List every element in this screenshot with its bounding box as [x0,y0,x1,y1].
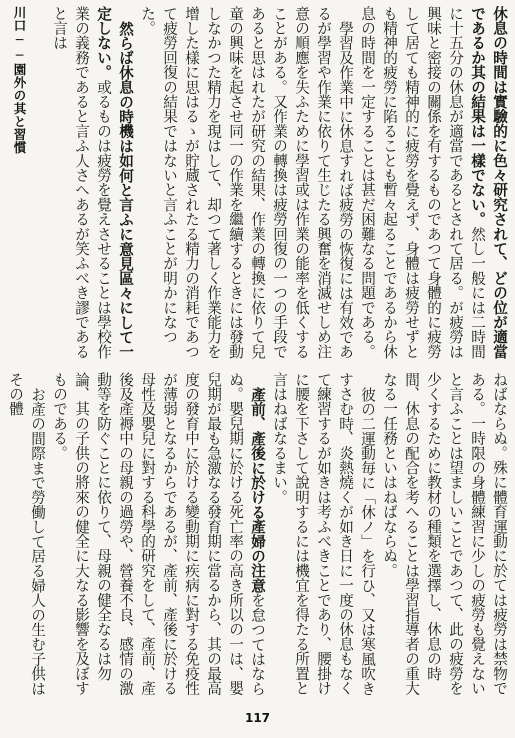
running-head: 川口──園外の其と習慣 [12,6,27,154]
paragraph-body: ねばならぬ。殊に體育運動に於ては疲勞は禁物である。一時限の身體練習に少しの疲勞も覺えないと言ふことは望ましいことであつて、此の疲勞を少くするために教材の種類を選擇し、休息の時間、休息の配合を考へることは學習指導者の重大なる一任務といはねばならぬ。 [381,372,508,696]
lower-text-block [7,372,510,707]
paragraph [136,6,356,361]
paragraph-body: 學習及作業中に休息すれば疲勞の恢復には有效であるが學習や作業に依りて生じたる興奮を消滅せしめ注意の順應を失ふために學習或は作業の能率を低くすることがある。又作業の轉換は疲勞回復の一つの手段であると思はれたが研究の結果、作業の轉換に依りて兒童の興味を起させ同一の作業を繼續するときには發動しなかつた精力を現はして、却つて著しく作業能力を增した樣に思はるゝが貯蔵されたる精力の消耗であつて疲勞回復の結果ではないと言ふことが明かになつた。 [139,6,354,359]
page-number: 117 [244,711,271,725]
paragraph [48,372,268,707]
upper-text-block [36,6,510,361]
paragraph-body: 彼の二運動毎に「休ノ」を行ひ、又は寒風吹きすさむ時、炎熱燒くが如き日に一度の休息もなくて練習するが如きは考ふべきことであり、腰掛けに腰を下さして說明するには機宜を得たる所置と言はねばなるまい。 [271,372,376,696]
paragraph-body: 然し一般には二時間に十五分の休息が適當であるとされて居る。が疲勞は興味と密接の關係を有するものであつて身體的に疲勞して居ても精神的に疲勞を覺えず、身體は疲勞せずとも精神的疲勞に陷ることも暫々起ることであるから休息の時間を一定することは甚だ困難なる問題である。 [359,6,486,359]
paragraph-body: お產の間際まで勞働して居る婦人の生む子供はその體 [7,372,46,696]
paragraph [48,6,136,361]
paragraph [4,372,48,707]
paragraph-body: を怠つてはならぬ。嬰兒期に於ける死亡率の高き所以の一は、嬰兒期が最も急激なる發育期に當るから、其の最高度の發育中に於ける變動期に疾病に對する免疫性が薄弱となるからであるが、產前、產後に於ける母性及嬰兒に對する科學的研究をして、產前、產後及產褥中の母親の過勞や、營養不良、感情の激動等を防ぐことに依りて、母親の健全なるは勿論、其の子供の將來の健全に大なる影響を及ぼすものである。 [51,372,266,696]
paragraph-lead: 然らば休息の時機は如何と言ふに意見區々にして一定しない。 [95,6,134,359]
paragraph-lead: 產前、產後に於ける產婦の注意 [249,386,266,593]
paragraph [378,372,510,707]
paragraph [268,372,378,707]
paragraph-lead: 休息の時間は實驗的に色々研究されて、どの位が適當であるか其の結果は一樣でない。 [469,6,508,359]
paragraph [356,6,510,361]
paragraph-body: 或るものは疲勞を覺えさせることは學校作業の義務であると言ふ人さへあるが笑ふべき謬であると言は [51,6,112,359]
